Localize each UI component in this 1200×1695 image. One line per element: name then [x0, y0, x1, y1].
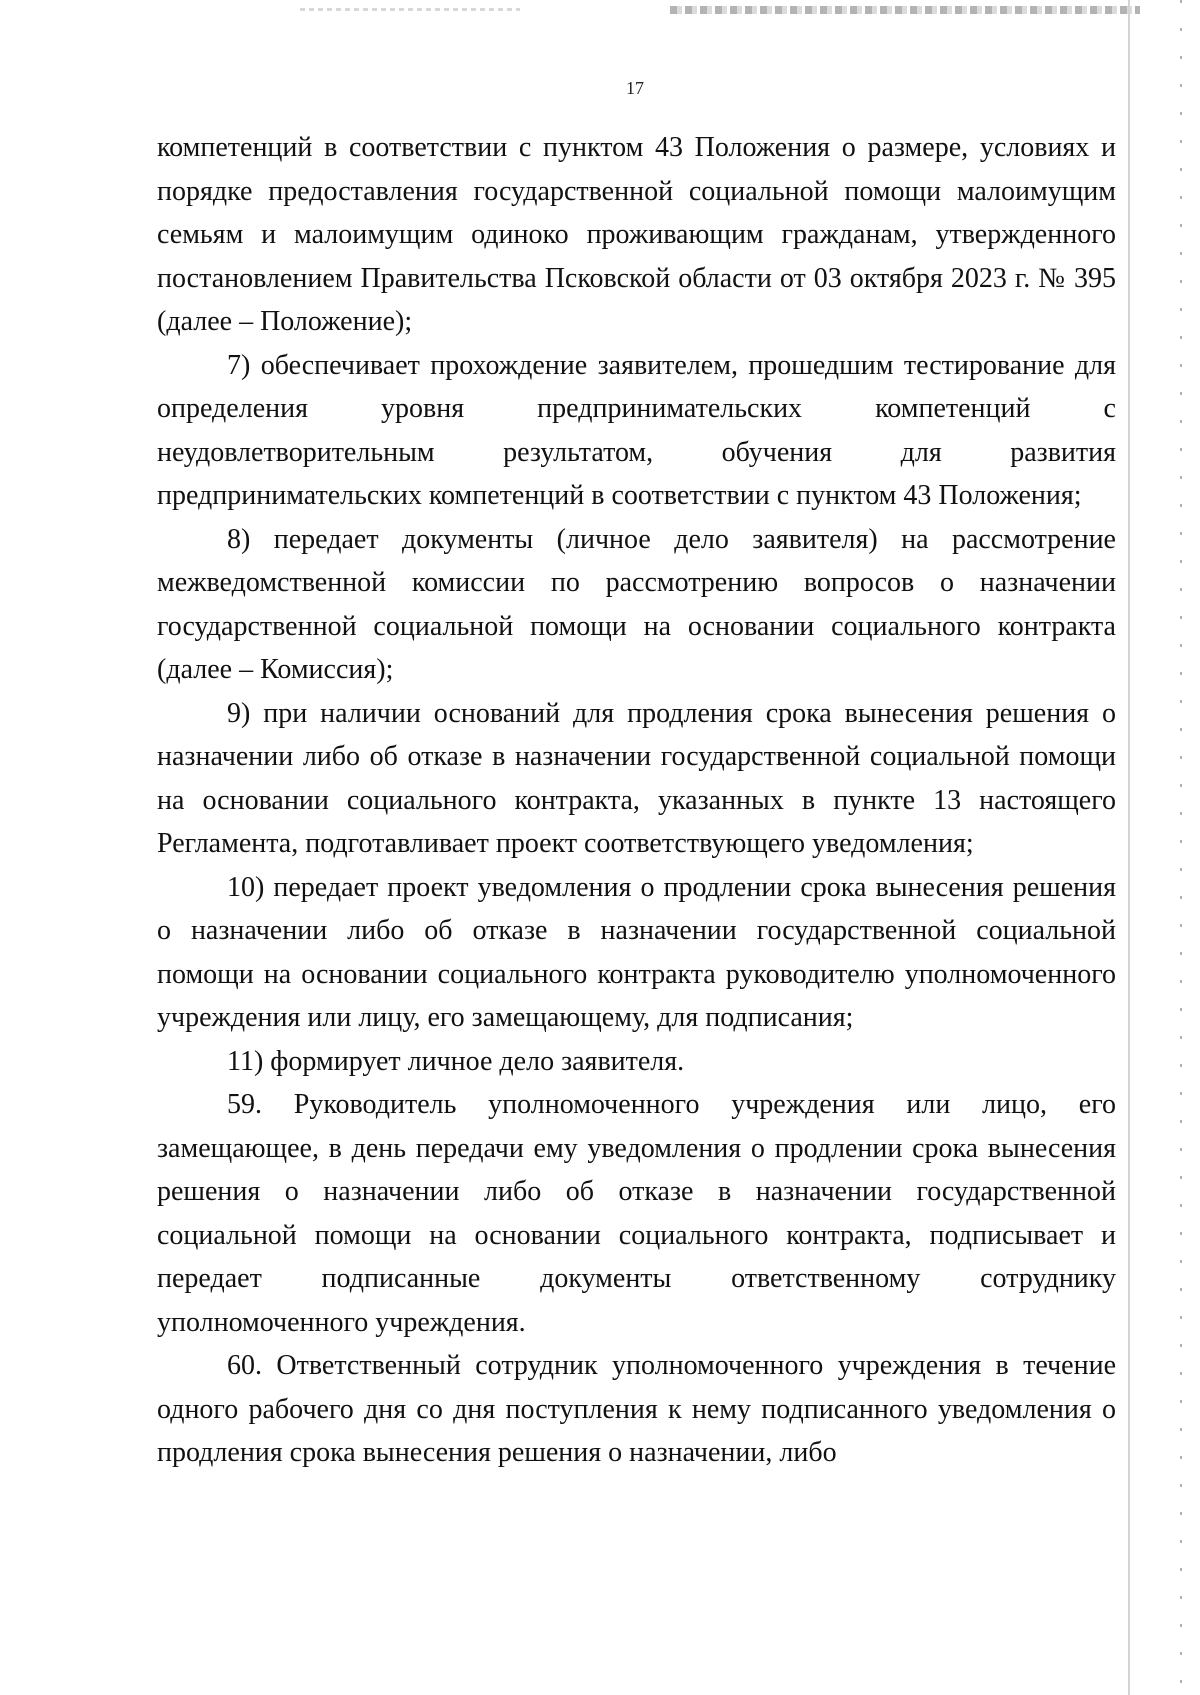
paragraph-item-10: 10) передает проект уведомления о продлении срока вынесения решения о назначении либо об отказе в назначении государственной социальной помощи на основании социального контракта руководителю уполномоченного учреждения или лицу, его замещающему, для подписания;: [157, 871, 1116, 1033]
scan-artifact-right-dots: [1180, 0, 1182, 1695]
paragraph-item-7: 7) обеспечивает прохождение заявителем, прошедшим тестирование для определения уровня предпринимательских компетенций с неудовлетворительным результатом, обучения для развития предпринимательских компетенций в соответствии с пунктом 43 Положения;: [157, 349, 1116, 511]
scan-artifact-top-left: [300, 8, 520, 11]
paragraph-continuation: компетенций в соответствии с пунктом 43 Положения о размере, условиях и порядке предоставления государственной социальной помощи малоимущим семьям и малоимущим одиноко проживающим гражданам, утвержденного постановлением Правительства Псковской области от 03 октября 2023 г. № 395 (далее – Положение);: [157, 132, 1116, 337]
scan-artifact-top-right: [670, 6, 1140, 14]
document-body: [157, 126, 1116, 1475]
paragraph-clause-60: 60. Ответственный сотрудник уполномоченного учреждения в течение одного рабочего дня со дня поступления к нему подписанного уведомления о продления срока вынесения решения о назначении, либо: [157, 1350, 1116, 1468]
paragraph-item-8: 8) передает документы (личное дело заявителя) на рассмотрение межведомственной комиссии по рассмотрению вопросов о назначении государственной социальной помощи на основании социального контракта (далее – Комиссия);: [157, 523, 1116, 685]
paragraph-clause-59: 59. Руководитель уполномоченного учреждения или лицо, его замещающее, в день передачи ему уведомления о продлении срока вынесения решения о назначении либо об отказе в назначении государственной социальной помощи на основании социального контракта, подписывает и передает подписанные документы ответственному сотруднику уполномоченного учреждения.: [157, 1089, 1116, 1338]
paragraph-item-11: 11) формирует личное дело заявителя.: [227, 1045, 685, 1077]
paragraph-item-9: 9) при наличии оснований для продления срока вынесения решения о назначении либо об отказе в назначении государственной социальной помощи на основании социального контракта, указанных в пункте 13 настоящего Регламента, подготавливает проект соответствующего уведомления;: [157, 697, 1116, 859]
scan-artifact-right-edge: [1128, 0, 1130, 1695]
page-number: 17: [626, 78, 644, 98]
